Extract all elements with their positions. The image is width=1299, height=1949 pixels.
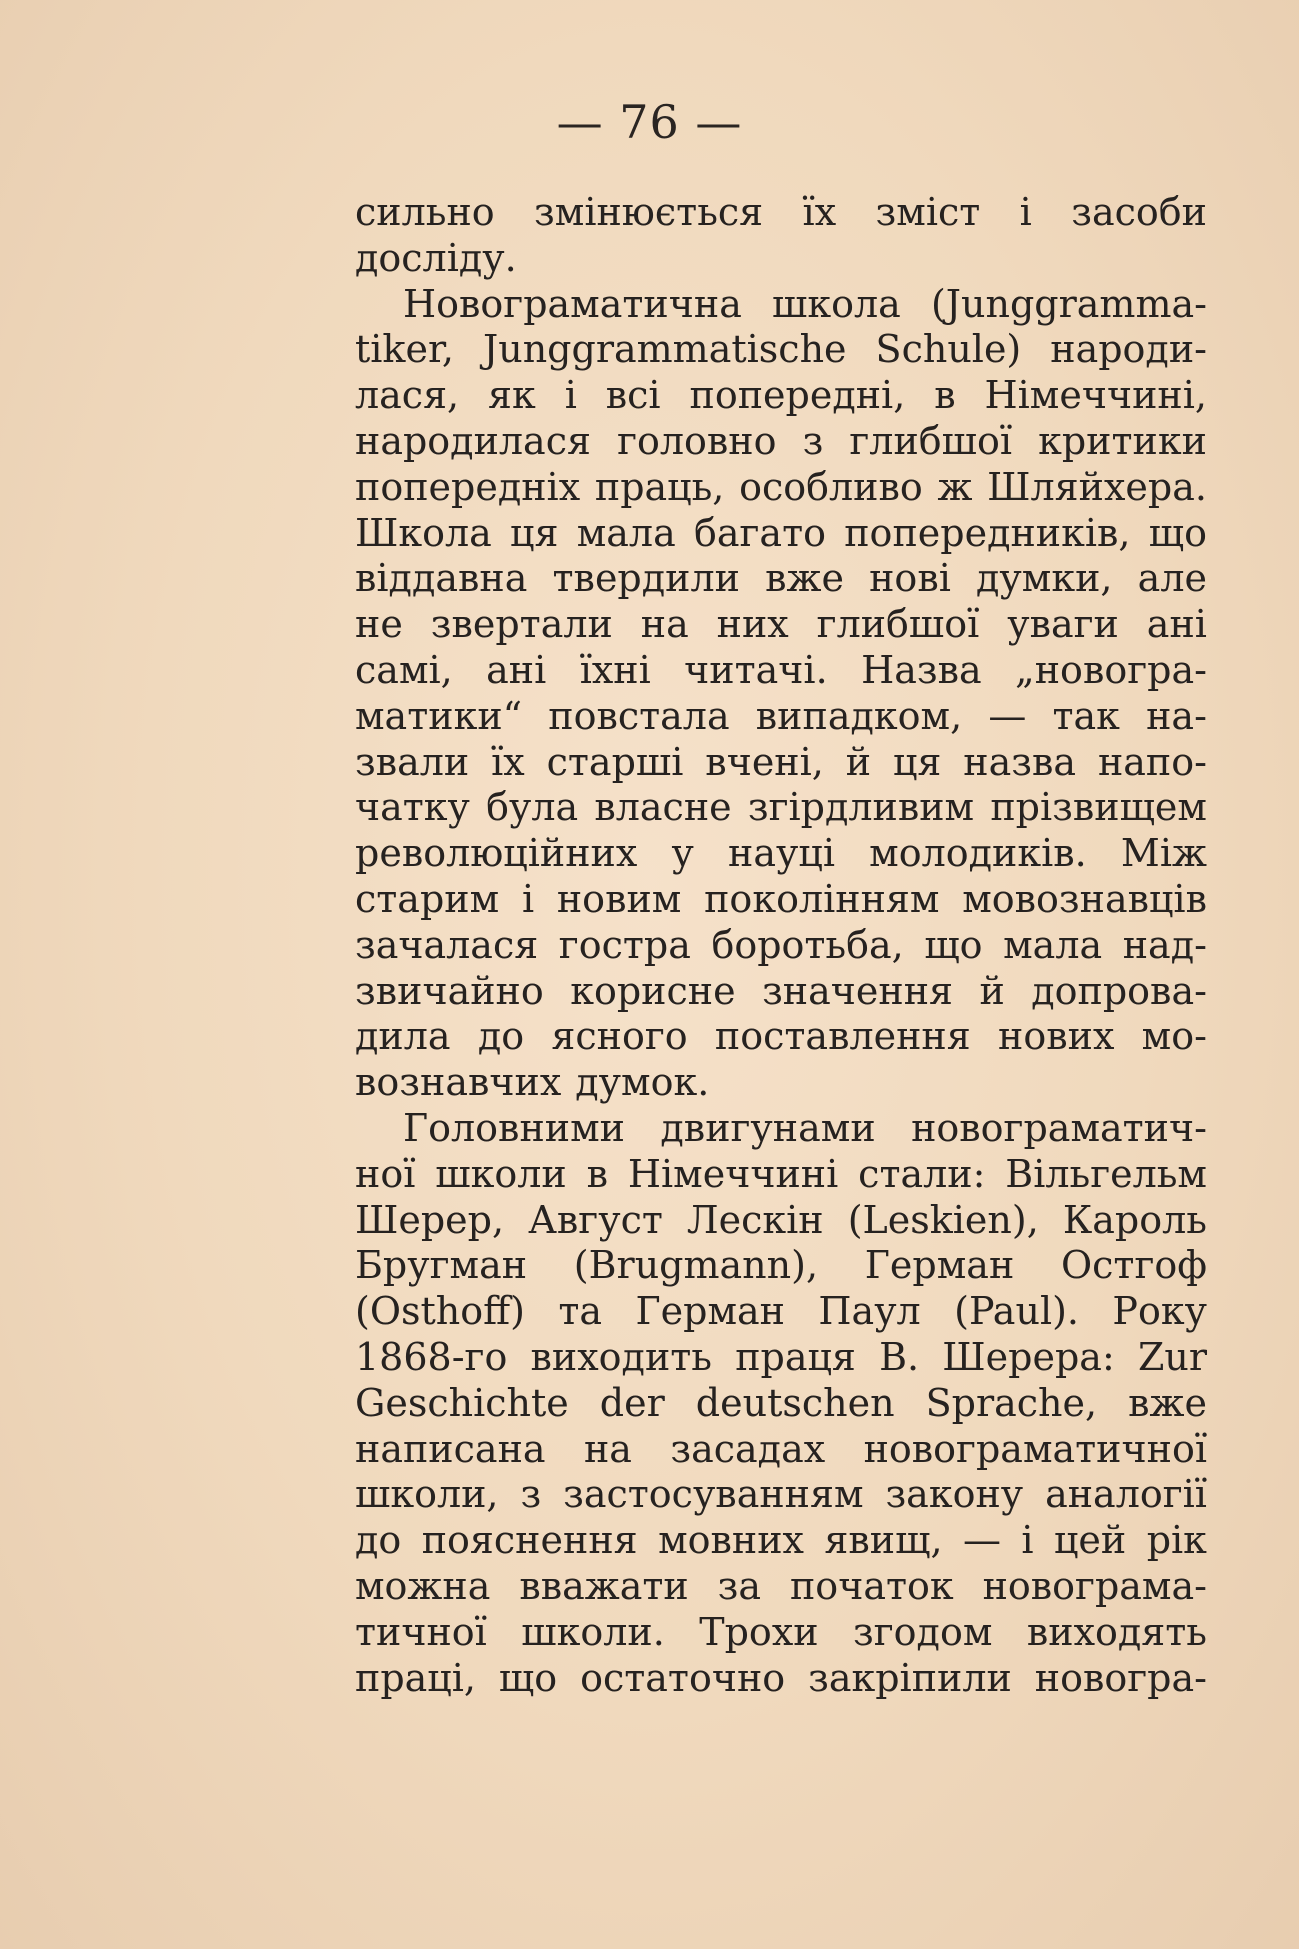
word: ясного (551, 1014, 688, 1059)
word: новогра- (1034, 1655, 1207, 1700)
word: корисне (570, 968, 736, 1013)
text-line (355, 1335, 1207, 1381)
word: праць, (594, 464, 725, 509)
word: як (488, 373, 536, 418)
text-line (355, 877, 1207, 923)
text-line (355, 1152, 1207, 1198)
word: поколінням (704, 876, 940, 921)
word: що (1148, 510, 1207, 555)
word: звали (355, 739, 470, 784)
word: з (520, 1472, 542, 1517)
word: боротьба, (711, 922, 904, 967)
text-line (355, 1014, 1207, 1060)
text-line (355, 1106, 1207, 1152)
word: їх (802, 190, 837, 234)
word: глибшої (816, 602, 980, 647)
text-line (355, 923, 1207, 969)
word: в (586, 1151, 608, 1196)
word: багато (693, 510, 826, 555)
word: вже (765, 556, 844, 601)
word: школи. (521, 1609, 665, 1654)
word: й (979, 968, 1005, 1013)
word: закону (885, 1472, 1024, 1517)
word: їх (491, 739, 525, 784)
word: тичної (355, 1609, 487, 1654)
word: Школа (355, 510, 492, 555)
word: згірдливим (747, 785, 975, 830)
word: у (671, 831, 694, 876)
word: що (498, 1655, 558, 1700)
word: лася, (355, 373, 460, 418)
word: твердили (552, 556, 740, 601)
word: в (934, 373, 956, 418)
word: старим (355, 876, 500, 921)
word: народи- (1050, 327, 1207, 372)
word: ані (1146, 602, 1207, 647)
text-line (355, 1518, 1207, 1564)
word: них (716, 602, 789, 647)
word: tiker, (355, 327, 455, 372)
word: попередніх (355, 464, 581, 509)
word: — (962, 1518, 1001, 1563)
word: двигунами (660, 1105, 876, 1150)
word: дила (355, 1014, 451, 1059)
word: згодом (853, 1609, 993, 1654)
word: Шерера: (942, 1334, 1115, 1379)
word: з (802, 418, 824, 463)
word: змінюється (534, 190, 764, 234)
body-text (355, 190, 1207, 1701)
word: Sprache, (925, 1380, 1098, 1425)
word: молодиків. (869, 831, 1087, 876)
word: але (1137, 556, 1207, 601)
word: прізвищем (990, 785, 1207, 830)
word: der (599, 1380, 665, 1425)
word: на (640, 602, 689, 647)
text-line (355, 511, 1207, 557)
text-line (355, 1198, 1207, 1244)
word: думки, (976, 556, 1113, 601)
text-line (355, 282, 1207, 328)
word: значення (762, 968, 954, 1013)
word: ця (892, 739, 942, 784)
word: мовознавців (962, 876, 1207, 921)
word: мала (1003, 922, 1103, 967)
text-line (355, 419, 1207, 465)
word: гостра (558, 922, 691, 967)
word: так (1052, 693, 1120, 738)
word: Бругман (355, 1243, 528, 1288)
word: й (845, 739, 872, 784)
word: Кароль (1062, 1197, 1207, 1242)
word: початок (789, 1563, 954, 1608)
word: Вільгельм (1005, 1151, 1207, 1196)
word: засоби (1071, 190, 1207, 234)
text-line (355, 969, 1207, 1015)
word: вже (1128, 1380, 1207, 1425)
word: зміст (875, 190, 981, 234)
text-line (355, 648, 1207, 694)
word: ж (937, 464, 973, 509)
word: Німеччині (627, 1151, 839, 1196)
word: Між (1120, 831, 1207, 876)
word: (Leskien), (847, 1197, 1039, 1242)
word: засадах (670, 1426, 826, 1471)
word: закріпили (808, 1655, 1012, 1700)
word: 1868-го (355, 1334, 508, 1379)
word: досліду. (355, 235, 517, 280)
word: ної (355, 1151, 416, 1196)
word: критики (1038, 418, 1207, 463)
text-line (355, 327, 1207, 373)
word: зачалася (355, 922, 539, 967)
word: мовних (658, 1518, 804, 1563)
word: була (486, 785, 579, 830)
word: Новограматична (403, 281, 742, 326)
word: нові (869, 556, 951, 601)
word: звертали (430, 602, 613, 647)
word: глибшої (849, 418, 1013, 463)
word: пояснення (421, 1518, 638, 1563)
word: (Brugmann), (573, 1243, 819, 1288)
word: — (988, 693, 1027, 738)
word: цей (1054, 1518, 1127, 1563)
word: виходить (530, 1334, 712, 1379)
text-line (355, 1427, 1207, 1473)
word: deutschen (695, 1380, 895, 1425)
word: уваги (1007, 602, 1119, 647)
word: допрова- (1031, 968, 1207, 1013)
word: мо- (1141, 1014, 1207, 1059)
word: виходять (1026, 1609, 1207, 1654)
word: ця (510, 510, 559, 555)
word: Шляйхера. (987, 464, 1207, 509)
word: на- (1146, 693, 1207, 738)
word: назва (963, 739, 1077, 784)
word: Zur (1137, 1334, 1207, 1379)
word: праці, (355, 1655, 476, 1700)
text-line (355, 602, 1207, 648)
word: новограматич- (911, 1105, 1207, 1150)
word: Головними (403, 1105, 625, 1150)
word: школи, (355, 1472, 499, 1517)
word: Трохи (699, 1609, 819, 1654)
word: і (564, 373, 577, 418)
word: їхні (579, 647, 651, 692)
word: Німеччині, (984, 373, 1207, 418)
word: можна (355, 1563, 491, 1608)
word: „новогра- (1015, 647, 1207, 692)
word: явищ, (824, 1518, 943, 1563)
text-line (355, 1610, 1207, 1656)
word: особливо (739, 464, 923, 509)
word: новим (556, 876, 682, 921)
word: школа (772, 281, 901, 326)
word: написана (355, 1426, 546, 1471)
word: Август (528, 1197, 663, 1242)
text-line (355, 1381, 1207, 1427)
text-line (355, 1656, 1207, 1702)
word: остаточно (580, 1655, 786, 1700)
text-line (355, 190, 1207, 236)
word: напо- (1097, 739, 1207, 784)
page-number: — 76 — (556, 95, 743, 149)
word: і (1021, 1518, 1034, 1563)
word: самі, (355, 647, 453, 692)
text-line (355, 785, 1207, 831)
word: науці (728, 831, 835, 876)
word: революційних (355, 831, 638, 876)
text-line (355, 236, 1207, 282)
text-line (355, 740, 1207, 786)
word: віддавна (355, 556, 528, 601)
word: всі (605, 373, 661, 418)
paragraph (355, 190, 1207, 282)
word: звичайно (355, 968, 544, 1013)
word: сильно (355, 190, 495, 234)
word: вчені, (705, 739, 824, 784)
word: Лескін (686, 1197, 824, 1242)
word: Schule) (875, 327, 1022, 372)
word: Junggrammatische (483, 327, 847, 372)
word: Паул (818, 1289, 921, 1334)
word: новограматичної (863, 1426, 1207, 1471)
word: аналогії (1045, 1472, 1207, 1517)
word: до (355, 1518, 402, 1563)
word: і (1019, 190, 1032, 234)
word: нових (998, 1014, 1115, 1059)
word: що (924, 922, 983, 967)
word: (Osthoff) (355, 1289, 525, 1334)
word: випадком, (755, 693, 963, 738)
word: Шерер, (355, 1197, 505, 1242)
text-line (355, 556, 1207, 602)
word: до (477, 1014, 525, 1059)
word: Герман (635, 1289, 785, 1334)
word: головно (617, 418, 777, 463)
word: вознавчих (355, 1060, 562, 1105)
word: та (558, 1289, 603, 1334)
word: думок. (575, 1060, 710, 1105)
word: народилася (355, 418, 591, 463)
word: В. (879, 1334, 920, 1379)
text-line (355, 465, 1207, 511)
text-line (355, 1060, 1207, 1106)
text-line (355, 694, 1207, 740)
word: Geschichte (355, 1380, 569, 1425)
text-line (355, 831, 1207, 877)
paragraph (355, 282, 1207, 1106)
word: над- (1122, 922, 1207, 967)
text-line (355, 373, 1207, 419)
word: повстала (548, 693, 730, 738)
word: чатку (355, 785, 470, 830)
word: попередні, (689, 373, 906, 418)
text-line (355, 1472, 1207, 1518)
word: Назва (861, 647, 982, 692)
word: рік (1146, 1518, 1207, 1563)
word: (Junggramma- (930, 281, 1207, 326)
word: власне (594, 785, 732, 830)
word: Герман (864, 1243, 1015, 1288)
word: за (717, 1563, 762, 1608)
paragraph (355, 1106, 1207, 1701)
word: Року (1112, 1289, 1207, 1334)
word: школи (435, 1151, 567, 1196)
word: новограма- (982, 1563, 1207, 1608)
word: не (355, 602, 403, 647)
word: (Paul). (954, 1289, 1079, 1334)
word: попередників, (844, 510, 1131, 555)
word: матики“ (355, 693, 523, 738)
text-line (355, 1289, 1207, 1335)
word: вважати (519, 1563, 689, 1608)
word: Остгоф (1061, 1243, 1207, 1288)
word: стали: (858, 1151, 986, 1196)
word: на (583, 1426, 632, 1471)
word: читачі. (684, 647, 828, 692)
word: старші (546, 739, 684, 784)
word: мала (576, 510, 676, 555)
text-line (355, 1243, 1207, 1289)
word: застосуванням (563, 1472, 864, 1517)
word: і (521, 876, 535, 921)
text-line (355, 1564, 1207, 1610)
word: поставлення (714, 1014, 971, 1059)
word: праця (735, 1334, 856, 1379)
word: ані (486, 647, 547, 692)
